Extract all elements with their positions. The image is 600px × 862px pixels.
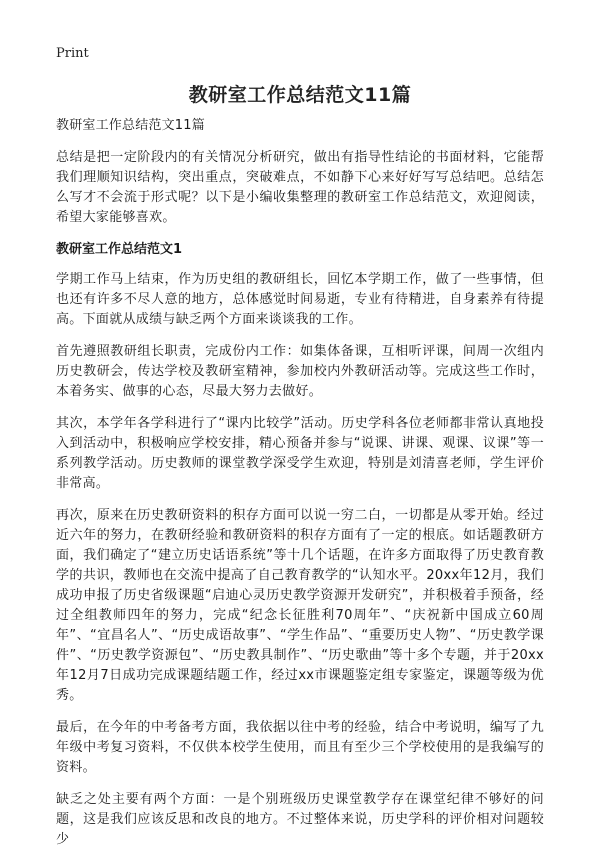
document-title: 教研室工作总结范文11篇 bbox=[188, 84, 412, 106]
body-paragraph: 缺乏之处主要有两个方面：一是个别班级历史课堂教学存在课堂纪律不够好的问题，这是我们应该反思和改良的地方。不过整体来说，历史学科的评价相对问题较少 bbox=[56, 792, 544, 847]
body-paragraph: 其次，本学年各学科进行了“课内比较学”活动。历史学科各位老师都非常认真地投入到活动中，积极响应学校安排，精心预备并参与“说课、讲课、观课、议课”等一系列教学活动。历史教师的课堂教学深受学生欢迎，特别是刘清喜老师，学生评价非常高。 bbox=[56, 416, 544, 491]
body-paragraph: 学期工作马上结束，作为历史组的教研组长，回忆本学期工作，做了一些事情，但也还有许多不尽人意的地方，总体感觉时间易逝，专业有待精进，自身素养有待提高。下面就从成绩与缺乏两个方面来谈谈我的工作。 bbox=[56, 272, 544, 327]
intro-paragraph: 总结是把一定阶段内的有关情况分析研究，做出有指导性结论的书面材料，它能帮我们理顺知识结构，突出重点，突破难点，不如静下心来好好写写总结吧。总结怎么写才不会流于形式呢？以下是小编收集整理的教研室工作总结范文，欢迎阅读，希望大家能够喜欢。 bbox=[56, 150, 544, 225]
body-paragraph: 再次，原来在历史教研资料的积存方面可以说一穷二白，一切都是从零开始。经过近六年的努力，在教研经验和教研资料的积存方面有了一定的根底。如话题教研方面，我们确定了“建立历史话语系统”等十几个话题，在许多方面取得了历史教育教学的共识，教师也在交流中提高了自己教育教学的“认知水平。20xx年12月，我们成功申报了历史省级课题“启迪心灵历史教学资源开发研究”，并积极着手预备，经过全组教师四年的努力，完成“纪念长征胜利70周年”、“庆祝新中国成立60周年”、“宜昌名人”、“历史成语故事”、“学生作品”、“重要历史人物”、“历史教学课件”、“历史教学资源包”、“历史教具制作”、“历史歌曲”等十多个专题，并于20xx年12月7日成功完成课题结题工作，经过xx市课题鉴定组专家鉴定，课题等级为优秀。 bbox=[56, 508, 544, 703]
document-subtitle: 教研室工作总结范文11篇 bbox=[56, 118, 205, 133]
document-body bbox=[56, 116, 544, 862]
section-heading: 教研室工作总结范文1 bbox=[56, 242, 183, 257]
body-paragraph: 最后，在今年的中考备考方面，我依据以往中考的经验，结合中考说明，编写了九年级中考复习资料，不仅供本校学生使用，而且有至少三个学校使用的是我编写的资料。 bbox=[56, 720, 544, 775]
body-paragraph: 首先遵照教研组长职责，完成份内工作：如集体备课，互相听评课，间周一次组内历史教研会，传达学校及教研室精神，参加校内外教研活动等。完成这些工作时，本着务实、做事的心态，尽最大努力去做好。 bbox=[56, 344, 544, 399]
print-link[interactable]: Print bbox=[56, 46, 89, 61]
